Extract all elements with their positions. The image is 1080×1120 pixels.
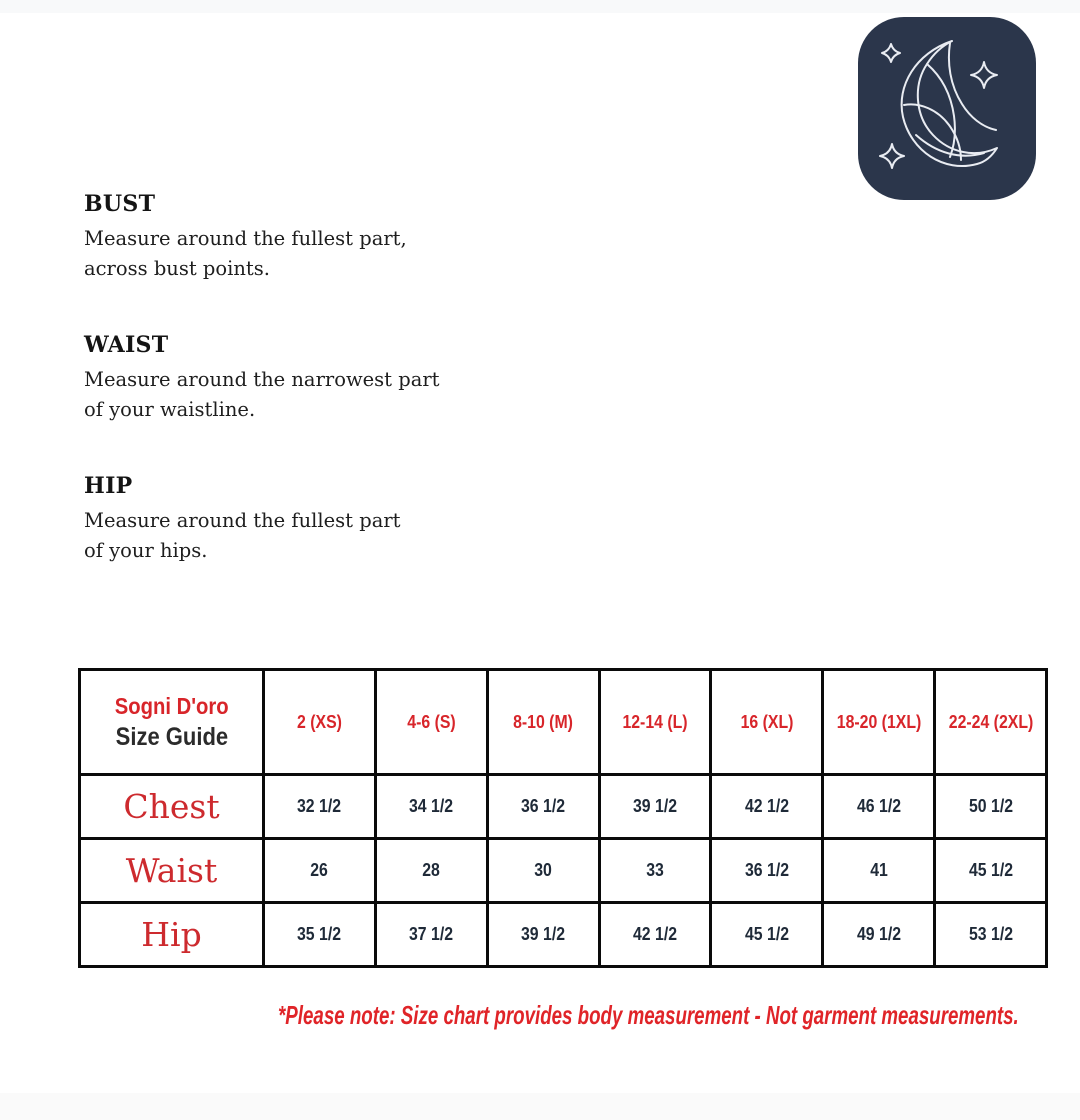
measurement-value-cell xyxy=(935,903,1047,967)
measurement-value: 41 xyxy=(869,860,888,880)
measurement-value-cell xyxy=(264,775,376,839)
section-heading: HIP xyxy=(84,473,133,499)
section-heading: WAIST xyxy=(84,332,169,358)
top-edge-strip xyxy=(0,0,1080,13)
measurement-value: 35 1/2 xyxy=(297,924,342,944)
instruction-section xyxy=(84,472,554,566)
measurement-value-cell xyxy=(599,775,711,839)
instruction-section xyxy=(84,190,554,284)
measurement-value-cell xyxy=(935,775,1047,839)
measurement-value-cell xyxy=(935,839,1047,903)
table-row xyxy=(80,839,1047,903)
measurement-value-cell xyxy=(375,839,487,903)
measurement-value-cell xyxy=(823,839,935,903)
measurement-row-label: Chest xyxy=(80,775,264,839)
section-text: Measure around the fullest part, xyxy=(84,227,407,250)
brand-logo xyxy=(858,17,1036,200)
size-column-label: 2 (XS) xyxy=(296,711,342,732)
measurement-value: 49 1/2 xyxy=(856,924,901,944)
size-column-label: 16 (XL) xyxy=(740,711,794,732)
measurement-value-cell xyxy=(264,839,376,903)
measurement-value-cell xyxy=(711,903,823,967)
size-column-header xyxy=(823,670,935,775)
size-column-label: 4-6 (S) xyxy=(407,711,456,732)
measurement-value: 53 1/2 xyxy=(968,924,1013,944)
measurement-value: 42 1/2 xyxy=(744,796,789,816)
size-column-label: 18-20 (1XL) xyxy=(836,711,921,732)
measurement-value-cell xyxy=(375,775,487,839)
size-column-header xyxy=(599,670,711,775)
section-text: across bust points. xyxy=(84,257,270,280)
measurement-instructions xyxy=(84,190,554,613)
measurement-value-cell xyxy=(375,903,487,967)
table-title-cell xyxy=(80,670,264,775)
measurement-row-label: Hip xyxy=(80,903,264,967)
measurement-value-cell xyxy=(823,775,935,839)
size-column-label: 8-10 (M) xyxy=(513,711,574,732)
section-text: Measure around the fullest part xyxy=(84,509,401,532)
instruction-section xyxy=(84,331,554,425)
measurement-value-cell xyxy=(599,839,711,903)
measurement-value: 26 xyxy=(310,860,329,880)
size-column-label: 22-24 (2XL) xyxy=(948,711,1033,732)
measurement-value-cell xyxy=(487,775,599,839)
measurement-value: 28 xyxy=(422,860,441,880)
size-column-header xyxy=(711,670,823,775)
measurement-value: 50 1/2 xyxy=(968,796,1013,816)
size-table xyxy=(78,668,1048,968)
guide-label: Size Guide xyxy=(115,723,228,751)
measurement-value: 37 1/2 xyxy=(409,924,454,944)
size-column-label: 12-14 (L) xyxy=(622,711,688,732)
measurement-value-cell xyxy=(711,839,823,903)
section-heading: BUST xyxy=(84,191,156,217)
size-column-header xyxy=(264,670,376,775)
size-note-text: *Please note: Size chart provides body measurement - Not garment measurements. xyxy=(278,1000,1019,1030)
size-column-header xyxy=(375,670,487,775)
measurement-value: 34 1/2 xyxy=(409,796,454,816)
measurement-value: 42 1/2 xyxy=(632,924,677,944)
measurement-value: 30 xyxy=(534,860,552,880)
measurement-value-cell xyxy=(823,903,935,967)
size-column-header xyxy=(935,670,1047,775)
brand-name: Sogni D'oro xyxy=(114,693,229,719)
measurement-value: 39 1/2 xyxy=(632,796,677,816)
measurement-value-cell xyxy=(264,903,376,967)
table-row xyxy=(80,775,1047,839)
measurement-value: 39 1/2 xyxy=(521,924,566,944)
measurement-value-cell xyxy=(487,839,599,903)
section-text: of your hips. xyxy=(84,539,208,562)
measurement-value: 36 1/2 xyxy=(744,860,789,880)
measurement-value: 45 1/2 xyxy=(744,924,789,944)
measurement-value-cell xyxy=(599,903,711,967)
section-text: of your waistline. xyxy=(84,398,256,421)
size-table-body xyxy=(80,670,1047,967)
bottom-edge-strip xyxy=(0,1093,1080,1120)
measurement-value-cell xyxy=(711,775,823,839)
size-note xyxy=(134,1000,1070,1031)
measurement-value-cell xyxy=(487,903,599,967)
table-header-row xyxy=(80,670,1047,775)
size-column-header xyxy=(487,670,599,775)
crescent-moon-icon xyxy=(858,17,1036,200)
measurement-value: 32 1/2 xyxy=(297,796,342,816)
measurement-value: 45 1/2 xyxy=(968,860,1013,880)
measurement-value: 46 1/2 xyxy=(856,796,901,816)
table-row xyxy=(80,903,1047,967)
measurement-row-label: Waist xyxy=(80,839,264,903)
measurement-value: 36 1/2 xyxy=(521,796,566,816)
measurement-value: 33 xyxy=(646,860,664,880)
section-text: Measure around the narrowest part xyxy=(84,368,440,391)
